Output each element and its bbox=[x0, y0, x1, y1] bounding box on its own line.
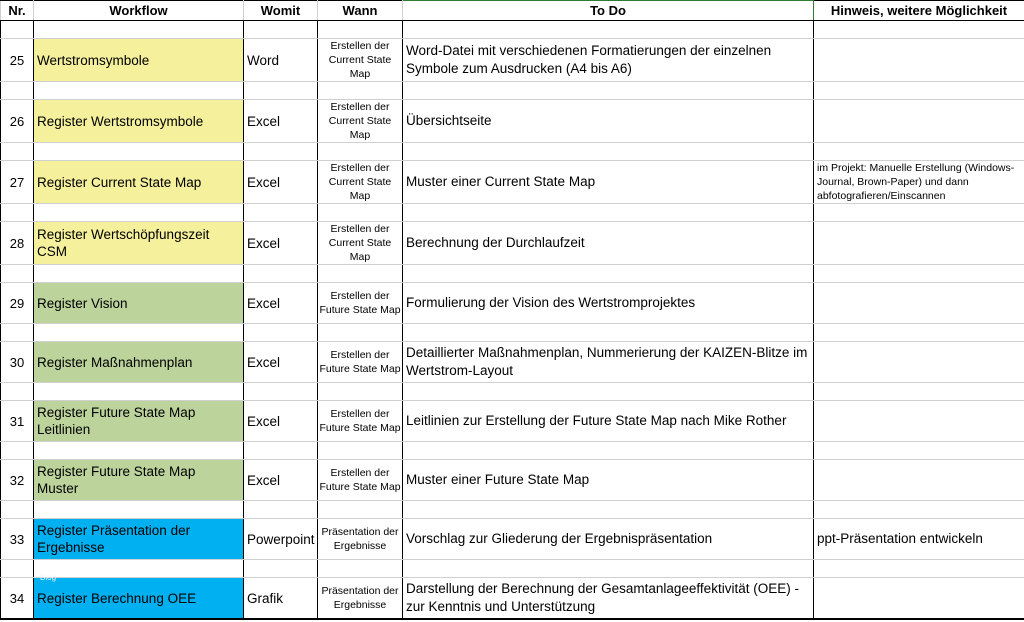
table-row bbox=[1, 100, 1024, 143]
table-row bbox=[1, 401, 1024, 442]
cell-todo[interactable]: Vorschlag zur Gliederung der Ergebnispräsentation bbox=[403, 519, 814, 560]
cell-nr[interactable]: 34 bbox=[1, 578, 34, 620]
empty-cell[interactable] bbox=[318, 383, 403, 401]
cell-womit[interactable]: Excel bbox=[244, 342, 318, 383]
header-wann[interactable]: Wann bbox=[318, 1, 403, 21]
cell-workflow[interactable]: Register Wertschöpfungszeit CSM bbox=[34, 222, 244, 265]
cell-workflow[interactable]: Register Maßnahmenplan bbox=[34, 342, 244, 383]
cell-workflow[interactable]: Wertstromsymbole bbox=[34, 39, 244, 82]
empty-cell[interactable] bbox=[34, 442, 244, 460]
empty-cell[interactable] bbox=[814, 324, 1024, 342]
empty-cell[interactable] bbox=[1, 324, 34, 342]
empty-cell[interactable] bbox=[34, 383, 244, 401]
empty-cell[interactable] bbox=[403, 383, 814, 401]
empty-cell[interactable] bbox=[403, 143, 814, 161]
cell-nr[interactable]: 28 bbox=[1, 222, 34, 265]
cell-womit[interactable]: Excel bbox=[244, 401, 318, 442]
cell-nr[interactable]: 25 bbox=[1, 39, 34, 82]
cell-womit[interactable]: Word bbox=[244, 39, 318, 82]
empty-cell[interactable] bbox=[1, 21, 34, 39]
cell-hinweis[interactable] bbox=[814, 39, 1024, 82]
spacer-row bbox=[1, 204, 1024, 222]
spacer-row bbox=[1, 383, 1024, 401]
cell-womit[interactable]: Grafik bbox=[244, 578, 318, 620]
table-row bbox=[1, 39, 1024, 82]
empty-cell[interactable] bbox=[244, 265, 318, 283]
empty-cell[interactable] bbox=[814, 501, 1024, 519]
empty-cell[interactable] bbox=[814, 442, 1024, 460]
spacer-row bbox=[1, 21, 1024, 39]
header-nr[interactable]: Nr. bbox=[1, 1, 34, 21]
empty-cell[interactable] bbox=[1, 560, 34, 578]
empty-cell[interactable] bbox=[34, 21, 244, 39]
empty-cell[interactable] bbox=[244, 501, 318, 519]
empty-cell[interactable] bbox=[318, 265, 403, 283]
watermark: Blog bbox=[40, 573, 57, 582]
cell-todo[interactable]: Übersichtseite bbox=[403, 100, 814, 143]
empty-cell[interactable] bbox=[403, 501, 814, 519]
cell-womit[interactable]: Excel bbox=[244, 283, 318, 324]
empty-cell[interactable] bbox=[318, 204, 403, 222]
empty-cell[interactable] bbox=[403, 442, 814, 460]
cell-wann[interactable]: Erstellen der Future State Map bbox=[318, 342, 403, 383]
table-row bbox=[1, 161, 1024, 204]
table-row bbox=[1, 519, 1024, 560]
cell-womit[interactable]: Excel bbox=[244, 222, 318, 265]
empty-cell[interactable] bbox=[34, 204, 244, 222]
empty-cell[interactable] bbox=[403, 265, 814, 283]
spacer-row bbox=[1, 265, 1024, 283]
cell-womit[interactable]: Excel bbox=[244, 460, 318, 501]
empty-cell[interactable] bbox=[1, 383, 34, 401]
cell-todo[interactable]: Word-Datei mit verschiedenen Formatierungen der einzelnen Symbole zum Ausdrucken (A4 bis A6) bbox=[403, 39, 814, 82]
empty-cell[interactable] bbox=[244, 143, 318, 161]
cell-nr[interactable]: 33 bbox=[1, 519, 34, 560]
table-row bbox=[1, 578, 1024, 620]
cell-wann[interactable]: Erstellen der Future State Map bbox=[318, 460, 403, 501]
spacer-row bbox=[1, 143, 1024, 161]
spacer-row bbox=[1, 82, 1024, 100]
empty-cell[interactable] bbox=[318, 501, 403, 519]
empty-cell[interactable] bbox=[318, 560, 403, 578]
table-row bbox=[1, 342, 1024, 383]
empty-cell[interactable] bbox=[244, 383, 318, 401]
empty-cell[interactable] bbox=[403, 82, 814, 100]
cell-wann[interactable]: Präsentation der Ergebnisse bbox=[318, 578, 403, 620]
empty-cell[interactable] bbox=[1, 501, 34, 519]
header-row bbox=[1, 1, 1024, 21]
cell-nr[interactable]: 29 bbox=[1, 283, 34, 324]
empty-cell[interactable] bbox=[318, 21, 403, 39]
spacer-row bbox=[1, 324, 1024, 342]
cell-nr[interactable]: 30 bbox=[1, 342, 34, 383]
empty-cell[interactable] bbox=[34, 143, 244, 161]
cell-workflow[interactable]: Register Current State Map bbox=[34, 161, 244, 204]
spacer-row bbox=[1, 442, 1024, 460]
empty-cell[interactable] bbox=[34, 324, 244, 342]
cell-hinweis[interactable] bbox=[814, 578, 1024, 620]
cell-todo[interactable]: Formulierung der Vision des Wertstromprojektes bbox=[403, 283, 814, 324]
cell-workflow[interactable]: Register Future State Map Muster bbox=[34, 460, 244, 501]
empty-cell[interactable] bbox=[814, 143, 1024, 161]
cell-womit[interactable]: Excel bbox=[244, 100, 318, 143]
table-row bbox=[1, 222, 1024, 265]
cell-womit[interactable]: Powerpoint bbox=[244, 519, 318, 560]
cell-workflow[interactable]: Register Vision bbox=[34, 283, 244, 324]
cell-todo[interactable]: Darstellung der Berechnung der Gesamtanlageeffektivität (OEE) - zur Kenntnis und Unterstützung bbox=[403, 578, 814, 620]
cell-hinweis[interactable] bbox=[814, 283, 1024, 324]
cell-hinweis[interactable] bbox=[814, 460, 1024, 501]
cell-todo[interactable]: Detaillierter Maßnahmenplan, Nummerierung der KAIZEN-Blitze im Wertstrom-Layout bbox=[403, 342, 814, 383]
spacer-row bbox=[1, 560, 1024, 578]
header-hinweis[interactable]: Hinweis, weitere Möglichkeit bbox=[814, 1, 1024, 21]
cell-workflow[interactable]: Register Wertstromsymbole bbox=[34, 100, 244, 143]
cell-hinweis[interactable]: im Projekt: Manuelle Erstellung (Windows-Journal, Brown-Paper) und dann abfotografieren/Einscannen bbox=[814, 161, 1024, 204]
cell-nr[interactable]: 26 bbox=[1, 100, 34, 143]
cell-wann[interactable]: Erstellen der Current State Map bbox=[318, 39, 403, 82]
empty-cell[interactable] bbox=[1, 82, 34, 100]
cell-wann[interactable]: Präsentation der Ergebnisse bbox=[318, 519, 403, 560]
empty-cell[interactable] bbox=[403, 204, 814, 222]
cell-wann[interactable]: Erstellen der Current State Map bbox=[318, 161, 403, 204]
empty-cell[interactable] bbox=[244, 82, 318, 100]
empty-cell[interactable] bbox=[244, 560, 318, 578]
empty-cell[interactable] bbox=[318, 143, 403, 161]
empty-cell[interactable] bbox=[34, 82, 244, 100]
cell-hinweis[interactable] bbox=[814, 222, 1024, 265]
empty-cell[interactable] bbox=[318, 442, 403, 460]
table-body bbox=[1, 21, 1024, 620]
empty-cell[interactable] bbox=[1, 442, 34, 460]
cell-todo[interactable]: Muster einer Future State Map bbox=[403, 460, 814, 501]
empty-cell[interactable] bbox=[244, 442, 318, 460]
empty-cell[interactable] bbox=[34, 501, 244, 519]
cell-wann[interactable]: Erstellen der Future State Map bbox=[318, 283, 403, 324]
cell-womit[interactable]: Excel bbox=[244, 161, 318, 204]
empty-cell[interactable] bbox=[34, 560, 244, 578]
cell-nr[interactable]: 27 bbox=[1, 161, 34, 204]
cell-workflow[interactable]: Register Berechnung OEE bbox=[34, 578, 244, 620]
cell-hinweis[interactable]: ppt-Präsentation entwickeln bbox=[814, 519, 1024, 560]
empty-cell[interactable] bbox=[403, 21, 814, 39]
cell-wann[interactable]: Erstellen der Current State Map bbox=[318, 100, 403, 143]
table-row bbox=[1, 283, 1024, 324]
cell-hinweis[interactable] bbox=[814, 401, 1024, 442]
empty-cell[interactable] bbox=[1, 265, 34, 283]
cell-wann[interactable]: Erstellen der Future State Map bbox=[318, 401, 403, 442]
cell-hinweis[interactable] bbox=[814, 100, 1024, 143]
header-workflow[interactable]: Workflow bbox=[34, 1, 244, 21]
empty-cell[interactable] bbox=[814, 21, 1024, 39]
empty-cell[interactable] bbox=[318, 82, 403, 100]
cell-todo[interactable]: Muster einer Current State Map bbox=[403, 161, 814, 204]
empty-cell[interactable] bbox=[244, 21, 318, 39]
empty-cell[interactable] bbox=[814, 560, 1024, 578]
empty-cell[interactable] bbox=[34, 265, 244, 283]
header-todo[interactable]: To Do bbox=[403, 1, 814, 21]
empty-cell[interactable] bbox=[814, 383, 1024, 401]
empty-cell[interactable] bbox=[814, 204, 1024, 222]
cell-hinweis[interactable] bbox=[814, 342, 1024, 383]
cell-wann[interactable]: Erstellen der Current State Map bbox=[318, 222, 403, 265]
cell-todo[interactable]: Leitlinien zur Erstellung der Future State Map nach Mike Rother bbox=[403, 401, 814, 442]
empty-cell[interactable] bbox=[244, 204, 318, 222]
cell-nr[interactable]: 32 bbox=[1, 460, 34, 501]
empty-cell[interactable] bbox=[403, 560, 814, 578]
cell-workflow[interactable]: Register Future State Map Leitlinien bbox=[34, 401, 244, 442]
header-womit[interactable]: Womit bbox=[244, 1, 318, 21]
empty-cell[interactable] bbox=[403, 324, 814, 342]
empty-cell[interactable] bbox=[244, 324, 318, 342]
empty-cell[interactable] bbox=[814, 82, 1024, 100]
empty-cell[interactable] bbox=[318, 324, 403, 342]
empty-cell[interactable] bbox=[1, 143, 34, 161]
cell-nr[interactable]: 31 bbox=[1, 401, 34, 442]
cell-todo[interactable]: Berechnung der Durchlaufzeit bbox=[403, 222, 814, 265]
empty-cell[interactable] bbox=[814, 265, 1024, 283]
spacer-row bbox=[1, 501, 1024, 519]
cell-workflow[interactable]: Register Präsentation der Ergebnisse bbox=[34, 519, 244, 560]
empty-cell[interactable] bbox=[1, 204, 34, 222]
table-row bbox=[1, 460, 1024, 501]
